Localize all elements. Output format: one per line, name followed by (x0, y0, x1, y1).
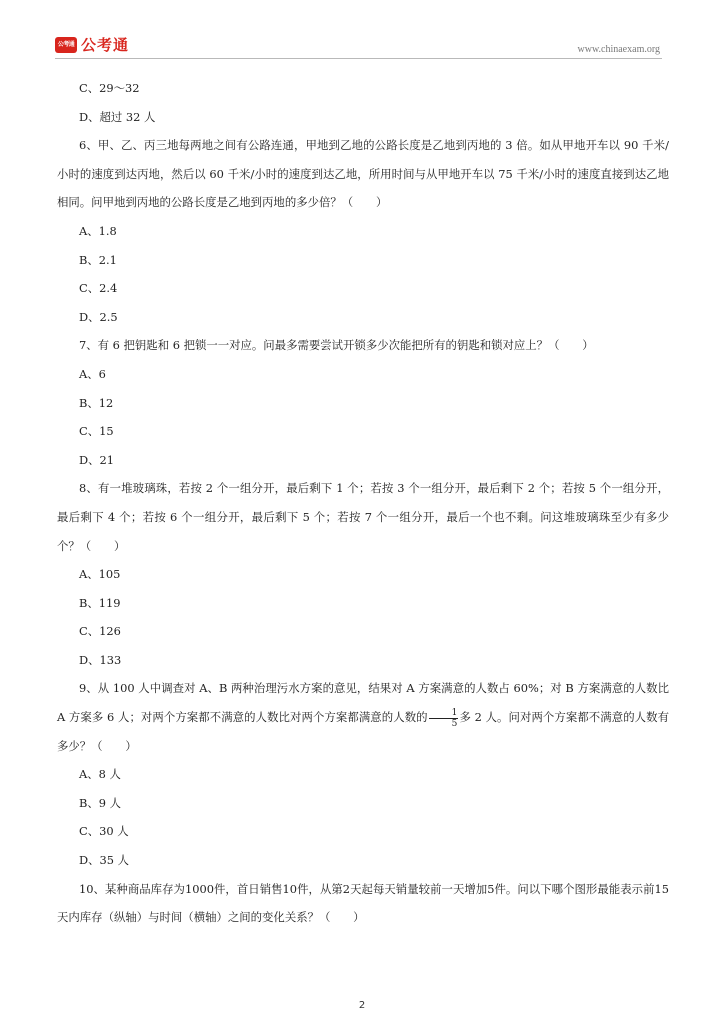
q7-option-d: D、21 (79, 452, 115, 467)
q6-option-a: A、1.8 (79, 223, 117, 238)
question-9-text (57, 674, 669, 760)
fraction-one-fifth (429, 708, 459, 729)
q8-option-d: D、133 (79, 652, 122, 667)
q6-option-c: C、2.4 (79, 281, 118, 296)
question-6-text: 6、甲、乙、丙三地每两地之间有公路连通，甲地到乙地的公路长度是乙地到丙地的 3 倍。如从甲地开车以 90 千米/小时的速度到达丙地，然后以 60 千米/小时的速度到达乙地，所用时间与从甲地开车以 75 千米/小时的速度直接到达乙地相同。问甲地到丙地的公路长度是乙地到丙地的多少倍？（ ） (57, 138, 669, 210)
q7-option-b: B、12 (79, 395, 114, 410)
q7-option-a: A、6 (79, 366, 106, 381)
brand-logo[interactable] (55, 34, 129, 55)
document-body (57, 74, 669, 932)
q8-option-a: A、105 (79, 567, 121, 582)
q6-option-b: B、2.1 (79, 252, 117, 267)
logo-text: 公考通 (81, 36, 130, 54)
q9-option-c: C、30 人 (79, 824, 129, 839)
logo-badge: 公考通 (55, 37, 77, 53)
q9-text-part-a: 9、从 100 人中调查对 A、B 两种治理污水方案的意见，结果对 A 方案满意的人数占 60%；对 B 方案满意的人数比 A 方案多 6 人；对两个方案都不满意的人数比对两个方案都满意的人数的 (57, 681, 669, 725)
question-10-text: 10、某种商品库存为1000件，首日销售10件，从第2天起每天销量较前一天增加5件。问以下哪个图形最能表示前15天内库存（纵轴）与时间（横轴）之间的变化关系？（ ） (57, 881, 669, 925)
fraction-numerator: 1 (429, 708, 459, 719)
option-c-prev: C、29～32 (79, 81, 140, 95)
page-header (0, 0, 724, 62)
question-8-text: 8、有一堆玻璃珠，若按 2 个一组分开，最后剩下 1 个；若按 3 个一组分开，最后剩下 2 个；若按 5 个一组分开，最后剩下 4 个；若按 6 个一组分开，最后剩下 5 个；若按 7 个一组分开，最后一个也不剩。问这堆玻璃珠至少有多少个？（ ） (57, 481, 669, 553)
site-url[interactable]: www.chinaexam.org (577, 44, 660, 55)
q8-option-b: B、119 (79, 595, 121, 610)
fraction-denominator: 5 (451, 718, 458, 729)
q9-option-b: B、9 人 (79, 795, 122, 810)
question-7-text: 7、有 6 把钥匙和 6 把锁一一对应。问最多需要尝试开锁多少次能把所有的钥匙和锁对应上？（ ） (79, 338, 594, 353)
page-number: 2 (358, 1000, 366, 1011)
option-d-prev: D、超过 32 人 (79, 109, 156, 124)
q9-option-a: A、8 人 (79, 767, 121, 782)
q8-option-c: C、126 (79, 624, 121, 639)
q9-option-d: D、35 人 (79, 853, 130, 868)
q7-option-c: C、15 (79, 424, 114, 439)
q9-text-part-b: 多 2 人。问对两个方案都不满意的人数有多少？（ ） (57, 710, 669, 753)
q6-option-d: D、2.5 (79, 309, 118, 324)
header-divider (55, 58, 662, 59)
